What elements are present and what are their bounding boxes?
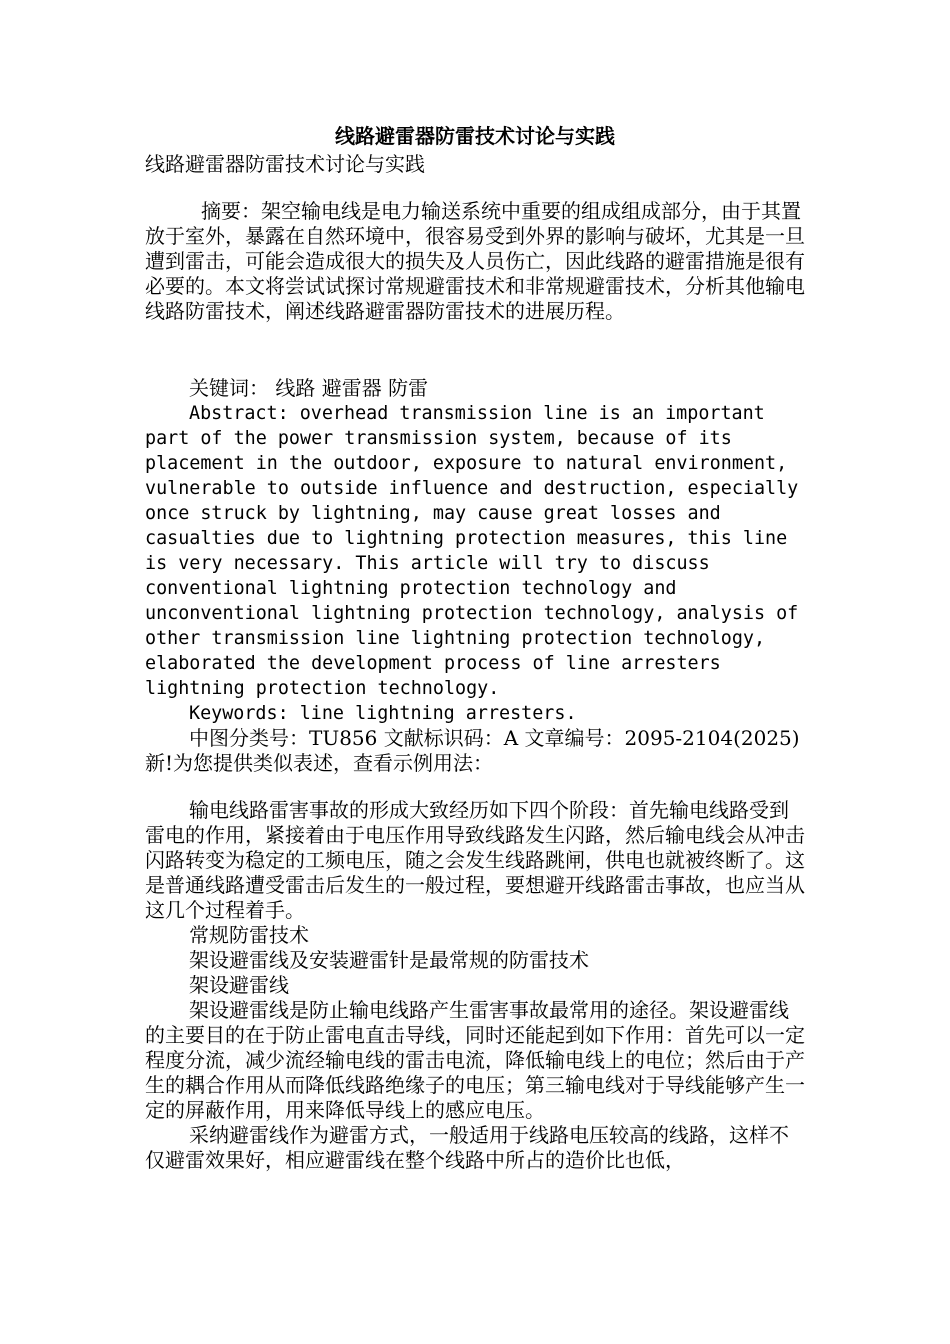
keywords-english: Keywords: line lightning arresters. xyxy=(189,703,577,724)
paragraph-lightning-wire: 架设避雷线是防止输电线路产生雷害事故最常用的途径。架设避雷线的主要目的在于防止雷电直击导线，同时还能起到如下作用：首先可以一定程度分流，减少流经输电线的雷击电流，降低输电线上的电位；然后由于产生的耦合作用从而降低线路绝缘子的电压；第三输电线对于导线能够产生一定的屏蔽作用，用来降低导线上的感应电压。 xyxy=(145,998,805,1122)
paragraph-adoption: 采纳避雷线作为避雷方式，一般适用于线路电压较高的线路，这样不仅避雷效果好，相应避雷线在整个线路中所占的造价比也低， xyxy=(145,1123,789,1172)
paragraph-intro: 输电线路雷害事故的形成大致经历如下四个阶段：首先输电线路受到雷电的作用，紧接着由于电压作用导致线路发生闪路，然后输电线会从冲击闪路转变为稳定的工频电压，随之会发生线路跳闸，供电也就被终断了。这是普通线路遭受雷击后发生的一般过程，要想避开线路雷击事故，也应当从这几个过程着手。 xyxy=(145,798,805,922)
abstract-chinese: 摘要：架空输电线是电力输送系统中重要的组成组成部分，由于其置放于室外，暴露在自然环境中，很容易受到外界的影响与破坏，尤其是一旦遭到雷击，可能会造成很大的损失及人员伤亡，因此线路的避雷措施是很有必要的。本文将尝试试探讨常规避雷技术和非常规避雷技术，分析其他输电线路防雷技术，阐述线路避雷器防雷技术的进展历程。 xyxy=(145,199,805,323)
spacer xyxy=(145,324,805,376)
spacer xyxy=(145,776,805,798)
keywords-chinese: 关键词： 线路 避雷器 防雷 xyxy=(189,376,429,400)
line-conventional: 架设避雷线及安装避雷针是最常规的防雷技术 xyxy=(189,948,589,972)
classification-line: 中图分类号：TU856 文献标识码：A 文章编号：2095-2104(2025)新!为您提供类似表述，查看示例用法： xyxy=(145,726,800,775)
spacer xyxy=(145,177,805,199)
document-subtitle: 线路避雷器防雷技术讨论与实践 xyxy=(145,152,425,176)
abstract-english: Abstract: overhead transmission line is an important part of the power transmission system, because of its placement in the outdoor, exposure to natural environment, vulnerable to outside influence and destruction, especially once struck by lightning, may cause great losses and casualties due to lightning protection measures, this line is very necessary. This article will try to discuss conventional lightning protection technology and unconventional lightning protection technology, analysis of other transmission line lightning protection technology, elaborated the development process of line arresters lightning protection technology. xyxy=(145,403,799,699)
document-page xyxy=(145,120,805,1173)
document-title: 线路避雷器防雷技术讨论与实践 xyxy=(335,124,615,148)
heading-conventional: 常规防雷技术 xyxy=(189,923,309,947)
heading-lightning-wire: 架设避雷线 xyxy=(189,973,289,997)
